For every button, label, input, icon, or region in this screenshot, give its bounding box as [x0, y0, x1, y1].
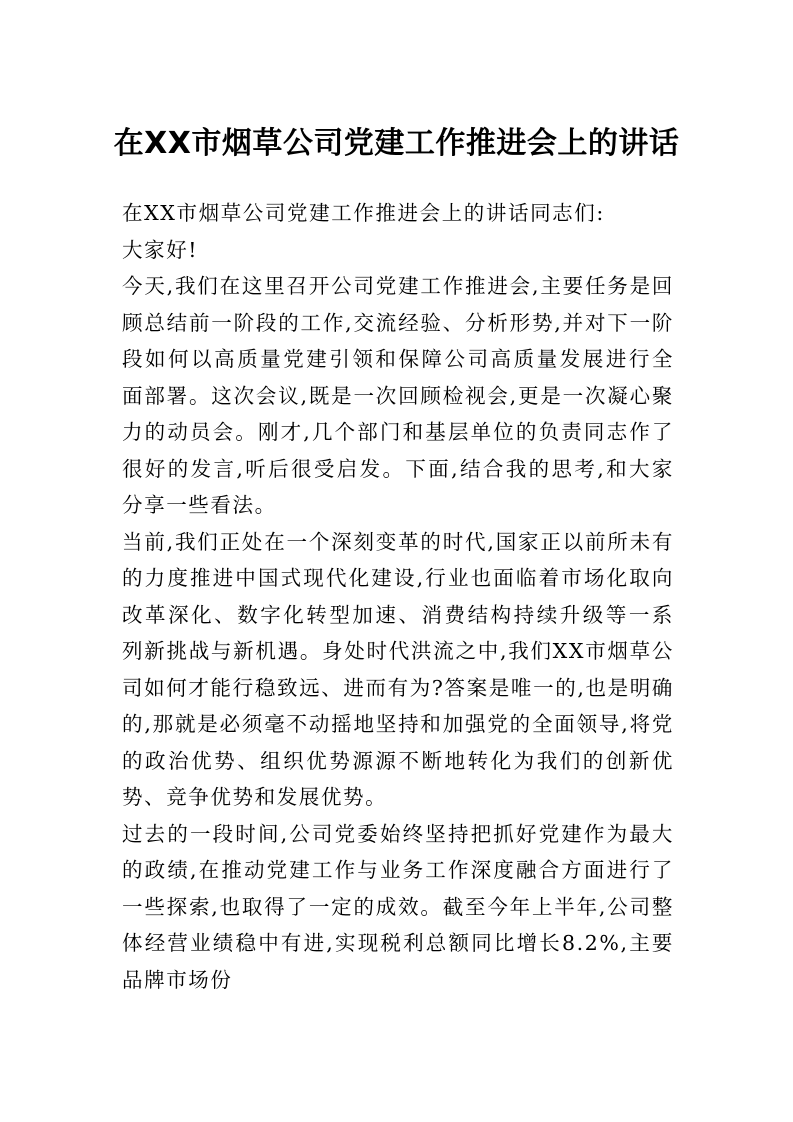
paragraph-greeting: 大家好!	[122, 237, 199, 262]
paragraph-introduction: 今天,我们在这里召开公司党建工作推进会,主要任务是回顾总结前一阶段的工作,交流经验、分析形势,并对下一阶段如何以高质量党建引领和保障公司高质量发展进行全面部署。这次会议,既是一次回顾检视会,更是一次凝心聚力的动员会。刚才,几个部门和基层单位的负责同志作了很好的发言,听后很受启发。下面,结合我的思考,和大家分享一些看法。	[122, 274, 674, 517]
document-body	[122, 195, 674, 998]
paragraph-opening: 在XX市烟草公司党建工作推进会上的讲话同志们:	[122, 201, 605, 225]
paragraph-context: 当前,我们正处在一个深刻变革的时代,国家正以前所未有的力度推进中国式现代化建设,行业也面临着市场化取向改革深化、数字化转型加速、消费结构持续升级等一系列新挑战与新机遇。身处时代洪流之中,我们XX市烟草公司如何才能行稳致远、进而有为?答案是唯一的,也是明确的,那就是必须毫不动摇地坚持和加强党的全面领导,将党的政治优势、组织优势源源不断地转化为我们的创新优势、竞争优势和发展优势。	[122, 529, 674, 809]
paragraph-achievements: 过去的一段时间,公司党委始终坚持把抓好党建作为最大的政绩,在推动党建工作与业务工作深度融合方面进行了一些探索,也取得了一定的成效。截至今年上半年,公司整体经营业绩稳中有进,实现税利总额同比增长8.2%,主要品牌市场份	[122, 821, 674, 992]
document-title: 在XX市烟草公司党建工作推进会上的讲话	[113, 126, 680, 161]
